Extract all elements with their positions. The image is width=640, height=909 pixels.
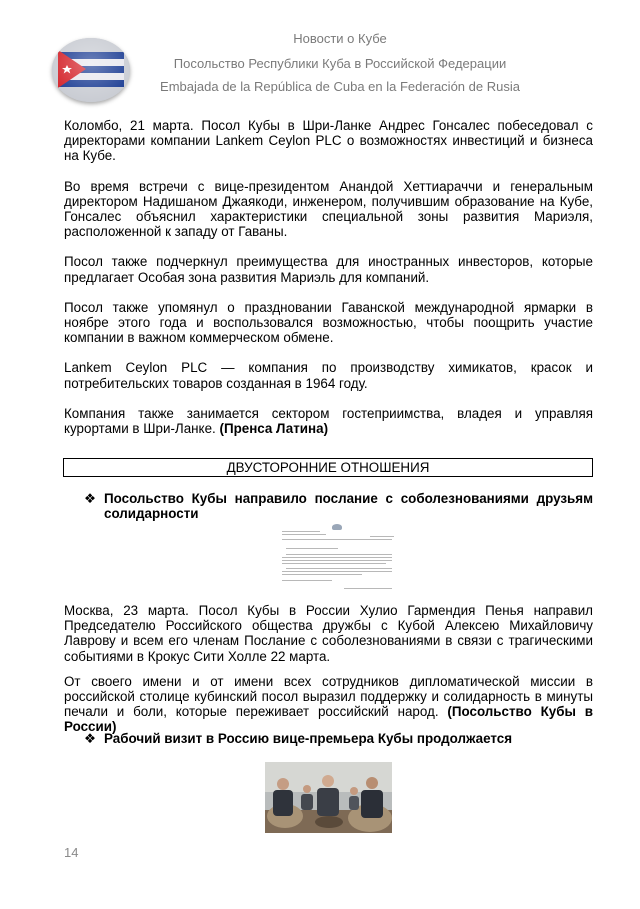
- page-number: 14: [64, 845, 79, 860]
- section-title: ДВУСТОРОННИЕ ОТНОШЕНИЯ: [63, 458, 593, 477]
- bullet-heading: [84, 731, 593, 749]
- paragraph: Коломбо, 21 марта. Посол Кубы в Шри-Ланке Андрес Гонсалес побеседовал с директорами компании Lankem Ceylon PLC о возможностях инвестиций и бизнеса на Кубе.: [64, 118, 593, 164]
- meeting-photo: [265, 762, 392, 833]
- paragraph: [64, 674, 593, 735]
- paragraph-text: От своего имени и от имени всех сотрудников дипломатической миссии в российской столице кубинский посол выразил поддержку и солидарность в минуты печали и боли, которые переживает российский народ.: [64, 673, 593, 720]
- diamond-bullet-icon: ❖: [84, 731, 97, 746]
- condolence-letter-image: [282, 523, 394, 595]
- bullet-heading-text: Посольство Кубы направило послание с соболезнованиями друзьям солидарности: [104, 491, 593, 522]
- cuba-flag-logo: [52, 38, 130, 102]
- source-credit: (Посольство Кубы в России): [64, 704, 593, 735]
- article-condolences: [64, 603, 593, 745]
- header-embassy-russian: Посольство Республики Куба в Российской Федерации: [173, 56, 507, 71]
- bullet-heading-text: Рабочий визит в Россию вице-премьера Кубы продолжается: [104, 731, 513, 746]
- bullet-heading: [84, 491, 593, 525]
- source-credit: (Пренса Латина): [219, 421, 329, 437]
- paragraph-text: Компания также занимается сектором гостеприимства, владея и управляя курортами в Шри-Ланке.: [64, 405, 593, 437]
- header-embassy-spanish: Embajada de la República de Cuba en la Federación de Rusia: [160, 79, 520, 94]
- paragraph: Посол также подчеркнул преимущества для иностранных инвесторов, которые предлагает Особая зона развития Мариэль для компаний.: [64, 254, 593, 285]
- article-sri-lanka: [64, 118, 593, 451]
- paragraph: Во время встречи с вице-президентом Анандой Хеттиараччи и генеральным директором Надишаном Джаякоди, инженером, получившим образование на Кубе, Гонсалес объяснил характеристики специальной зоны развития Мариэля, расположенной к западу от Гаваны.: [64, 178, 593, 240]
- paragraph: Москва, 23 марта. Посол Кубы в России Хулио Гармендия Пенья направил Председателю Российского общества дружбы с Кубой Алексею Михайловичу Лаврову и всем его членам Послание с соболезнованиями в связи с трагическими событиями в Крокус Сити Холле 22 марта.: [64, 603, 593, 664]
- paragraph: Lankem Ceylon PLC — компания по производству химикатов, красок и потребительских товаров созданная в 1964 году.: [64, 360, 593, 391]
- page-header: [0, 0, 640, 100]
- header-title: Новости о Кубе: [293, 31, 387, 46]
- paragraph: Посол также упомянул о праздновании Гаванской международной ярмарки в ноябре этого года и воспользовался возможностью, чтобы поощрить участие компании в важном коммерческом обмене.: [64, 299, 593, 346]
- diamond-bullet-icon: ❖: [84, 491, 97, 506]
- paragraph: [64, 406, 593, 436]
- coat-of-arms-icon: [332, 524, 342, 530]
